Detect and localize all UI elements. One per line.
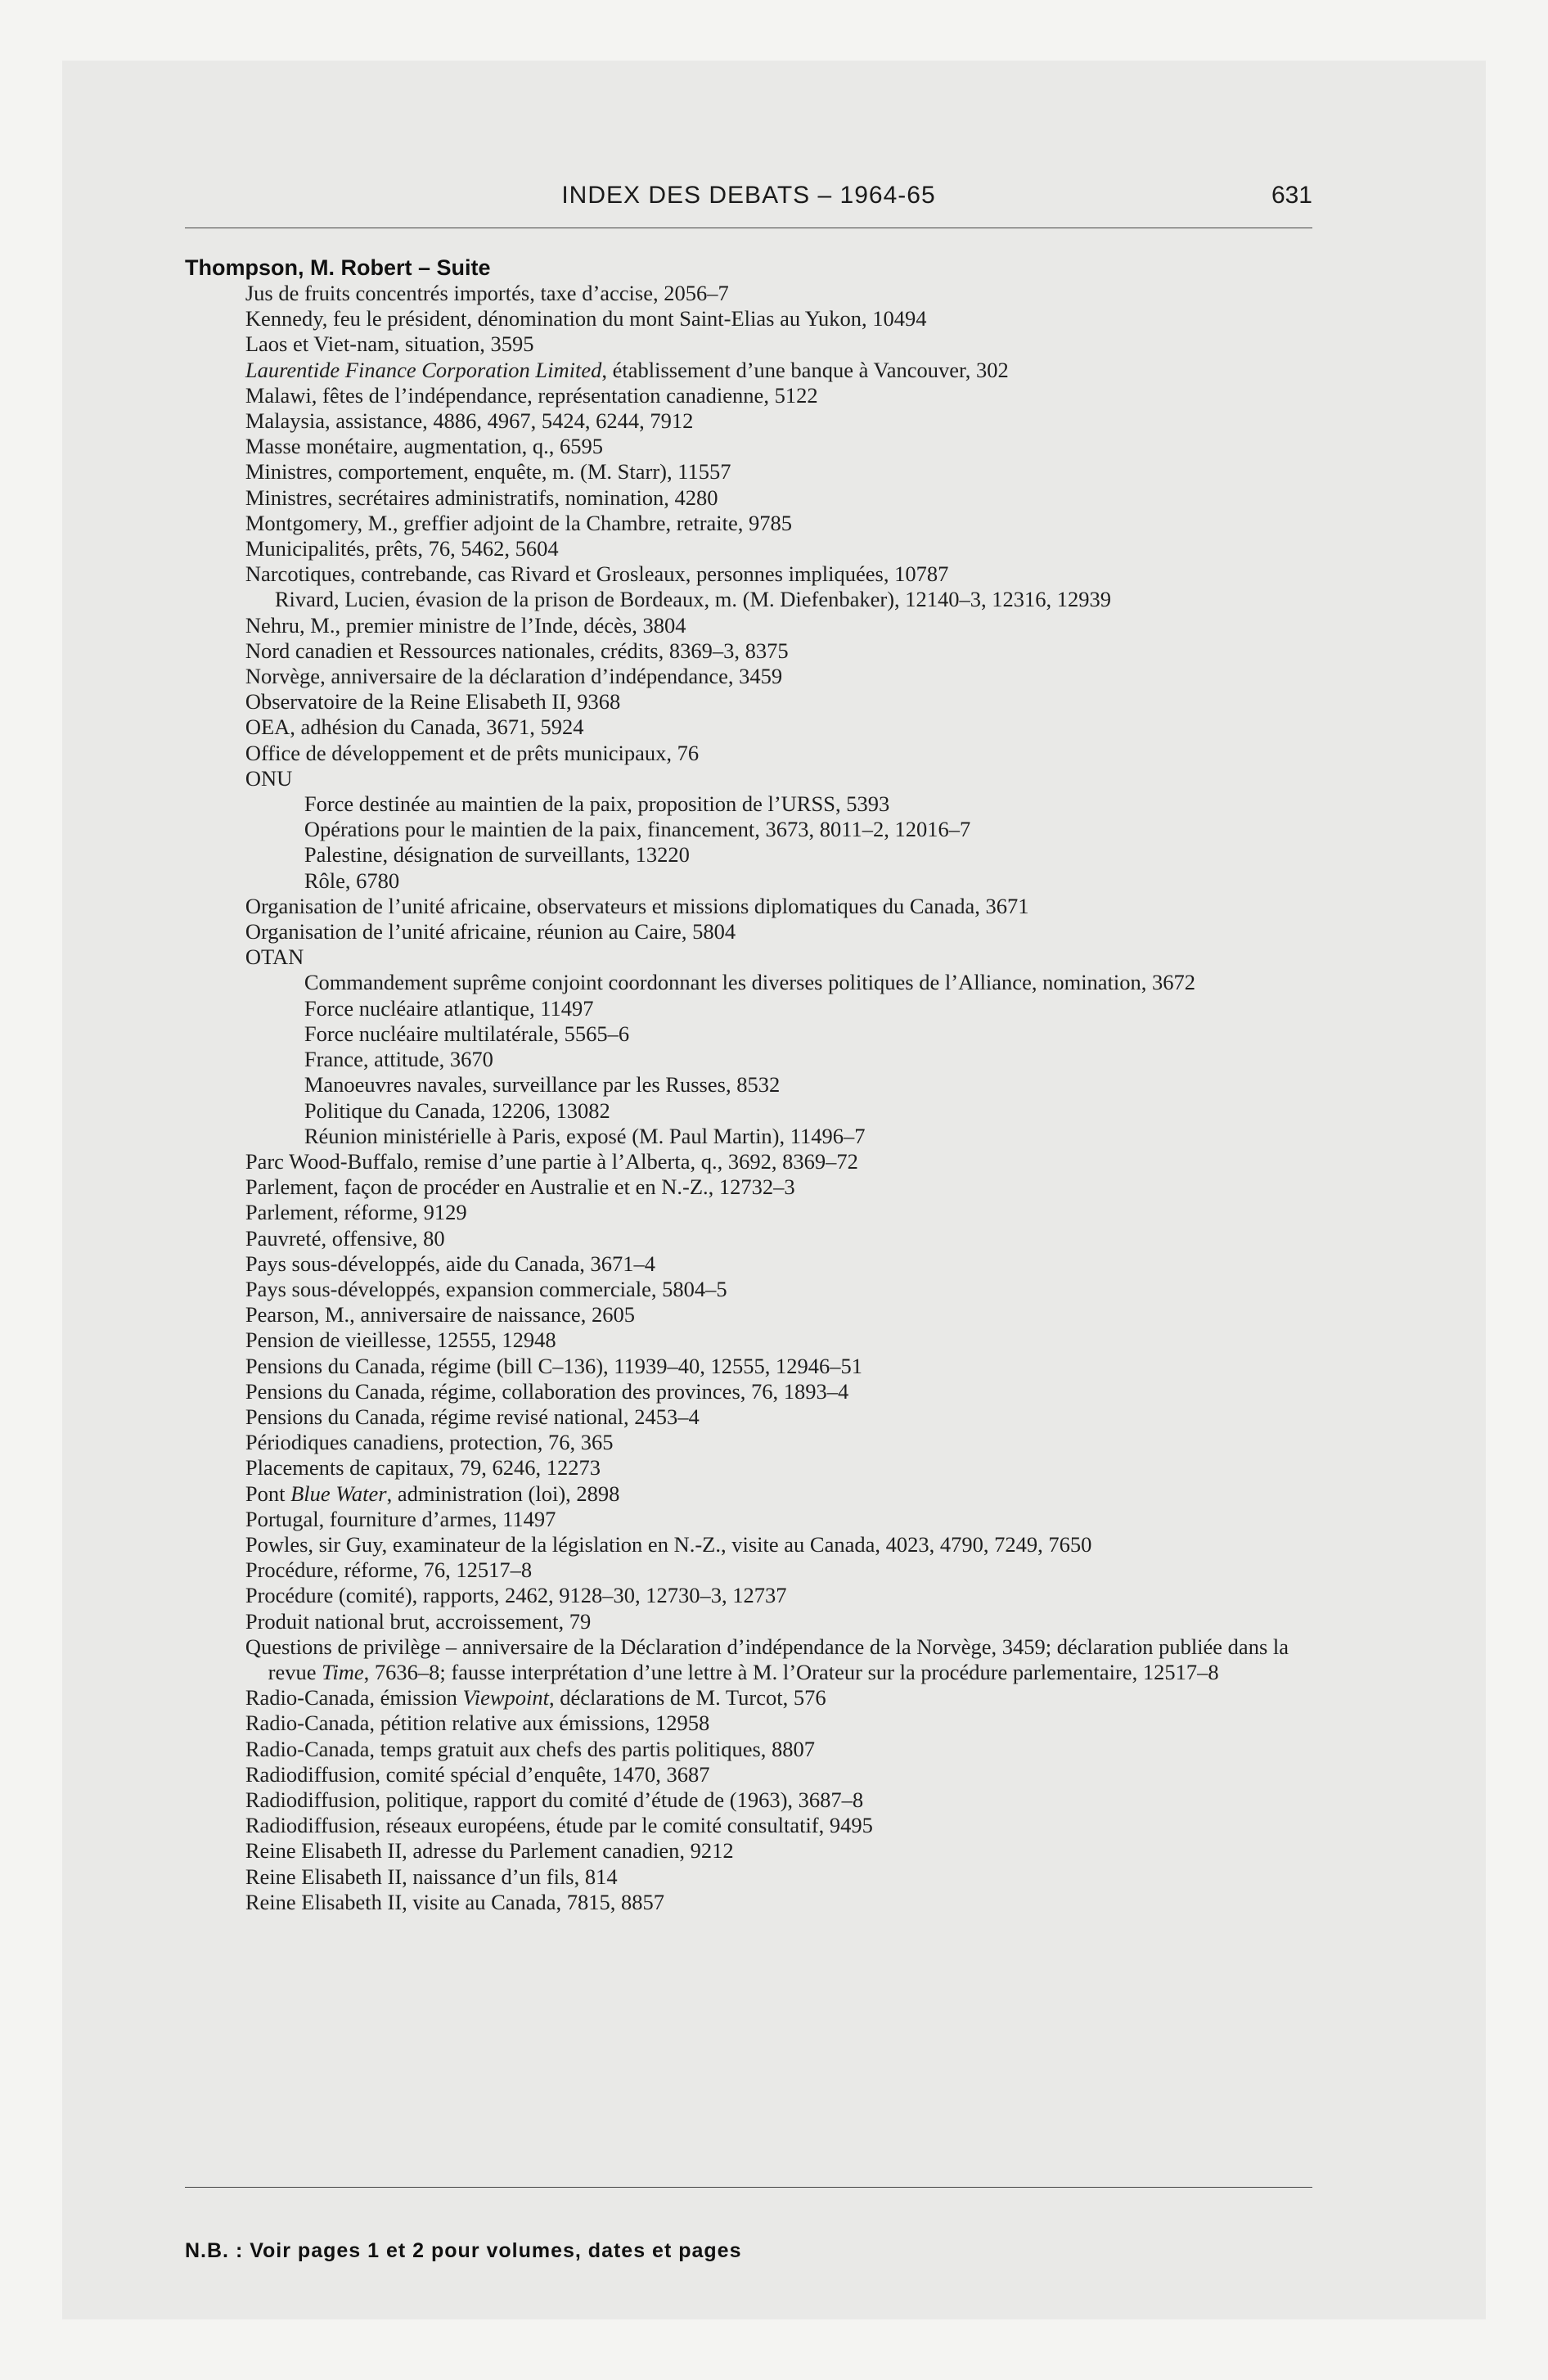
- entry-text: Radio-Canada, émission: [245, 1685, 463, 1711]
- index-entry: Procédure (comité), rapports, 2462, 9128–30, 12730–3, 12737: [245, 1583, 787, 1608]
- index-entry: Placements de capitaux, 79, 6246, 12273: [245, 1455, 601, 1481]
- index-entry: Politique du Canada, 12206, 13082: [304, 1098, 610, 1123]
- index-entry: Reine Elisabeth II, adresse du Parlement canadien, 9212: [245, 1838, 734, 1864]
- index-entry: Organisation de l’unité africaine, observateurs et missions diplomatiques du Canada, 3671: [245, 893, 1029, 918]
- index-entry: Narcotiques, contrebande, cas Rivard et Grosleaux, personnes impliquées, 10787: [245, 561, 949, 587]
- index-entry: Radiodiffusion, comité spécial d’enquête, 1470, 3687: [245, 1761, 710, 1787]
- index-entry: Opérations pour le maintien de la paix, financement, 3673, 8011–2, 12016–7: [304, 817, 971, 842]
- index-entry: Palestine, désignation de surveillants, 13220: [304, 842, 690, 868]
- index-entry: Procédure, réforme, 76, 12517–8: [245, 1557, 533, 1583]
- index-entry: [223, 1634, 1322, 1685]
- index-entry: Jus de fruits concentrés importés, taxe d’accise, 2056–7: [245, 281, 729, 305]
- index-entry: Pays sous-développés, aide du Canada, 3671–4: [245, 1251, 656, 1276]
- entry-text: Questions de privilège – anniversaire de la Déclaration d’indépendance de la Norvège, 3459; déclaration publiée dans la revue: [245, 1634, 1289, 1684]
- index-entry: Pensions du Canada, régime, collaboration des provinces, 76, 1893–4: [245, 1378, 849, 1404]
- index-entry: Pensions du Canada, régime revisé national, 2453–4: [245, 1404, 700, 1429]
- index-entry: Municipalités, prêts, 76, 5462, 5604: [245, 536, 559, 561]
- index-entry: Radiodiffusion, réseaux européens, étude par le comité consultatif, 9495: [245, 1813, 873, 1838]
- index-entry: Radio-Canada, pétition relative aux émissions, 12958: [245, 1711, 710, 1736]
- index-entry: Rivard, Lucien, évasion de la prison de Bordeaux, m. (M. Diefenbaker), 12140–3, 12316, 12939: [274, 587, 1112, 612]
- index-entry: [223, 1685, 1322, 1711]
- entry-italic-title: Viewpoint: [462, 1685, 550, 1711]
- index-entry: Malawi, fêtes de l’indépendance, représentation canadienne, 5122: [245, 382, 818, 408]
- entry-text: , 7636–8; fausse interprétation d’une lettre à M. l’Orateur sur la procédure parlementaire, 12517–8: [363, 1659, 1219, 1684]
- entry-text: , établissement d’une banque à Vancouver, 302: [601, 357, 1009, 382]
- index-entry: Malaysia, assistance, 4886, 4967, 5424, 6244, 7912: [245, 408, 694, 434]
- index-entry: Pension de vieillesse, 12555, 12948: [245, 1327, 556, 1353]
- entry-italic-title: Blue Water: [290, 1481, 387, 1506]
- index-entry: Rôle, 6780: [304, 868, 400, 893]
- running-header: [185, 182, 1312, 223]
- index-entry: Ministres, secrétaires administratifs, nomination, 4280: [245, 485, 718, 510]
- index-entry: Reine Elisabeth II, naissance d’un fils, 814: [245, 1864, 618, 1889]
- index-entry: Pensions du Canada, régime (bill C–136), 11939–40, 12555, 12946–51: [245, 1353, 863, 1378]
- index-entry: Produit national brut, accroissement, 79: [245, 1608, 592, 1634]
- index-entry: Montgomery, M., greffier adjoint de la Chambre, retraite, 9785: [245, 510, 793, 535]
- index-body: [185, 255, 1322, 1915]
- index-entry: Manoeuvres navales, surveillance par les Russes, 8532: [304, 1072, 781, 1098]
- index-entry: Pearson, M., anniversaire de naissance, 2605: [245, 1302, 635, 1327]
- index-entry: Organisation de l’unité africaine, réunion au Caire, 5804: [245, 919, 736, 944]
- index-entry: Parlement, réforme, 9129: [245, 1200, 467, 1225]
- index-entry-list: [185, 281, 1322, 1915]
- index-heading: Thompson, M. Robert – Suite: [185, 255, 491, 280]
- index-entry: Périodiques canadiens, protection, 76, 365: [245, 1430, 614, 1455]
- index-entry: Radio-Canada, temps gratuit aux chefs des partis politiques, 8807: [245, 1736, 816, 1761]
- index-entry: Radiodiffusion, politique, rapport du comité d’étude de (1963), 3687–8: [245, 1787, 864, 1812]
- index-entry: Observatoire de la Reine Elisabeth II, 9368: [245, 689, 621, 714]
- index-entry: Powles, sir Guy, examinateur de la législation en N.-Z., visite au Canada, 4023, 4790, 7249, 7650: [245, 1531, 1092, 1557]
- footer-note: N.B. : Voir pages 1 et 2 pour volumes, dates et pages: [185, 2239, 742, 2262]
- index-entry: [223, 1481, 1322, 1507]
- index-entry: Masse monétaire, augmentation, q., 6595: [245, 434, 603, 459]
- entry-italic-title: Laurentide Finance Corporation Limited: [245, 357, 602, 382]
- index-entry: Parc Wood-Buffalo, remise d’une partie à l’Alberta, q., 3692, 8369–72: [245, 1148, 858, 1174]
- index-entry: OEA, adhésion du Canada, 3671, 5924: [245, 714, 584, 740]
- index-entry: France, attitude, 3670: [304, 1047, 493, 1072]
- entry-text: , déclarations de M. Turcot, 576: [549, 1685, 826, 1711]
- running-title: INDEX DES DEBATS – 1964-65: [561, 182, 936, 209]
- index-entry: Ministres, comportement, enquête, m. (M. Starr), 11557: [245, 459, 731, 485]
- entry-text: , administration (loi), 2898: [386, 1481, 620, 1506]
- footer-rule: [185, 2187, 1312, 2188]
- index-entry: [223, 358, 1322, 383]
- index-entry: Laos et Viet-nam, situation, 3595: [245, 331, 534, 357]
- index-entry: Force nucléaire multilatérale, 5565–6: [304, 1021, 630, 1046]
- index-entry: OTAN: [245, 944, 304, 970]
- index-entry: Force destinée au maintien de la paix, proposition de l’URSS, 5393: [304, 791, 890, 817]
- index-entry: Office de développement et de prêts municipaux, 76: [245, 740, 700, 765]
- index-entry: Commandement suprême conjoint coordonnant les diverses politiques de l’Alliance, nomination, 3672: [304, 970, 1196, 995]
- index-entry: Force nucléaire atlantique, 11497: [304, 995, 594, 1021]
- index-entry: Portugal, fourniture d’armes, 11497: [245, 1506, 556, 1531]
- index-entry: Pauvreté, offensive, 80: [245, 1225, 445, 1251]
- index-entry: Kennedy, feu le président, dénomination du mont Saint-Elias au Yukon, 10494: [245, 306, 927, 331]
- index-entry: Pays sous-développés, expansion commerciale, 5804–5: [245, 1276, 727, 1301]
- entry-text: Pont: [245, 1481, 291, 1506]
- index-entry: Parlement, façon de procéder en Australie et en N.-Z., 12732–3: [245, 1174, 795, 1200]
- index-entry: Reine Elisabeth II, visite au Canada, 7815, 8857: [245, 1889, 665, 1914]
- page-number: 631: [1271, 182, 1312, 209]
- index-entry: Nord canadien et Ressources nationales, crédits, 8369–3, 8375: [245, 638, 789, 663]
- index-entry: Norvège, anniversaire de la déclaration d’indépendance, 3459: [245, 664, 783, 689]
- index-entry: Réunion ministérielle à Paris, exposé (M. Paul Martin), 11496–7: [304, 1123, 866, 1148]
- entry-italic-title: Time: [322, 1659, 364, 1684]
- index-entry: ONU: [245, 765, 293, 791]
- index-entry: Nehru, M., premier ministre de l’Inde, décès, 3804: [245, 612, 686, 638]
